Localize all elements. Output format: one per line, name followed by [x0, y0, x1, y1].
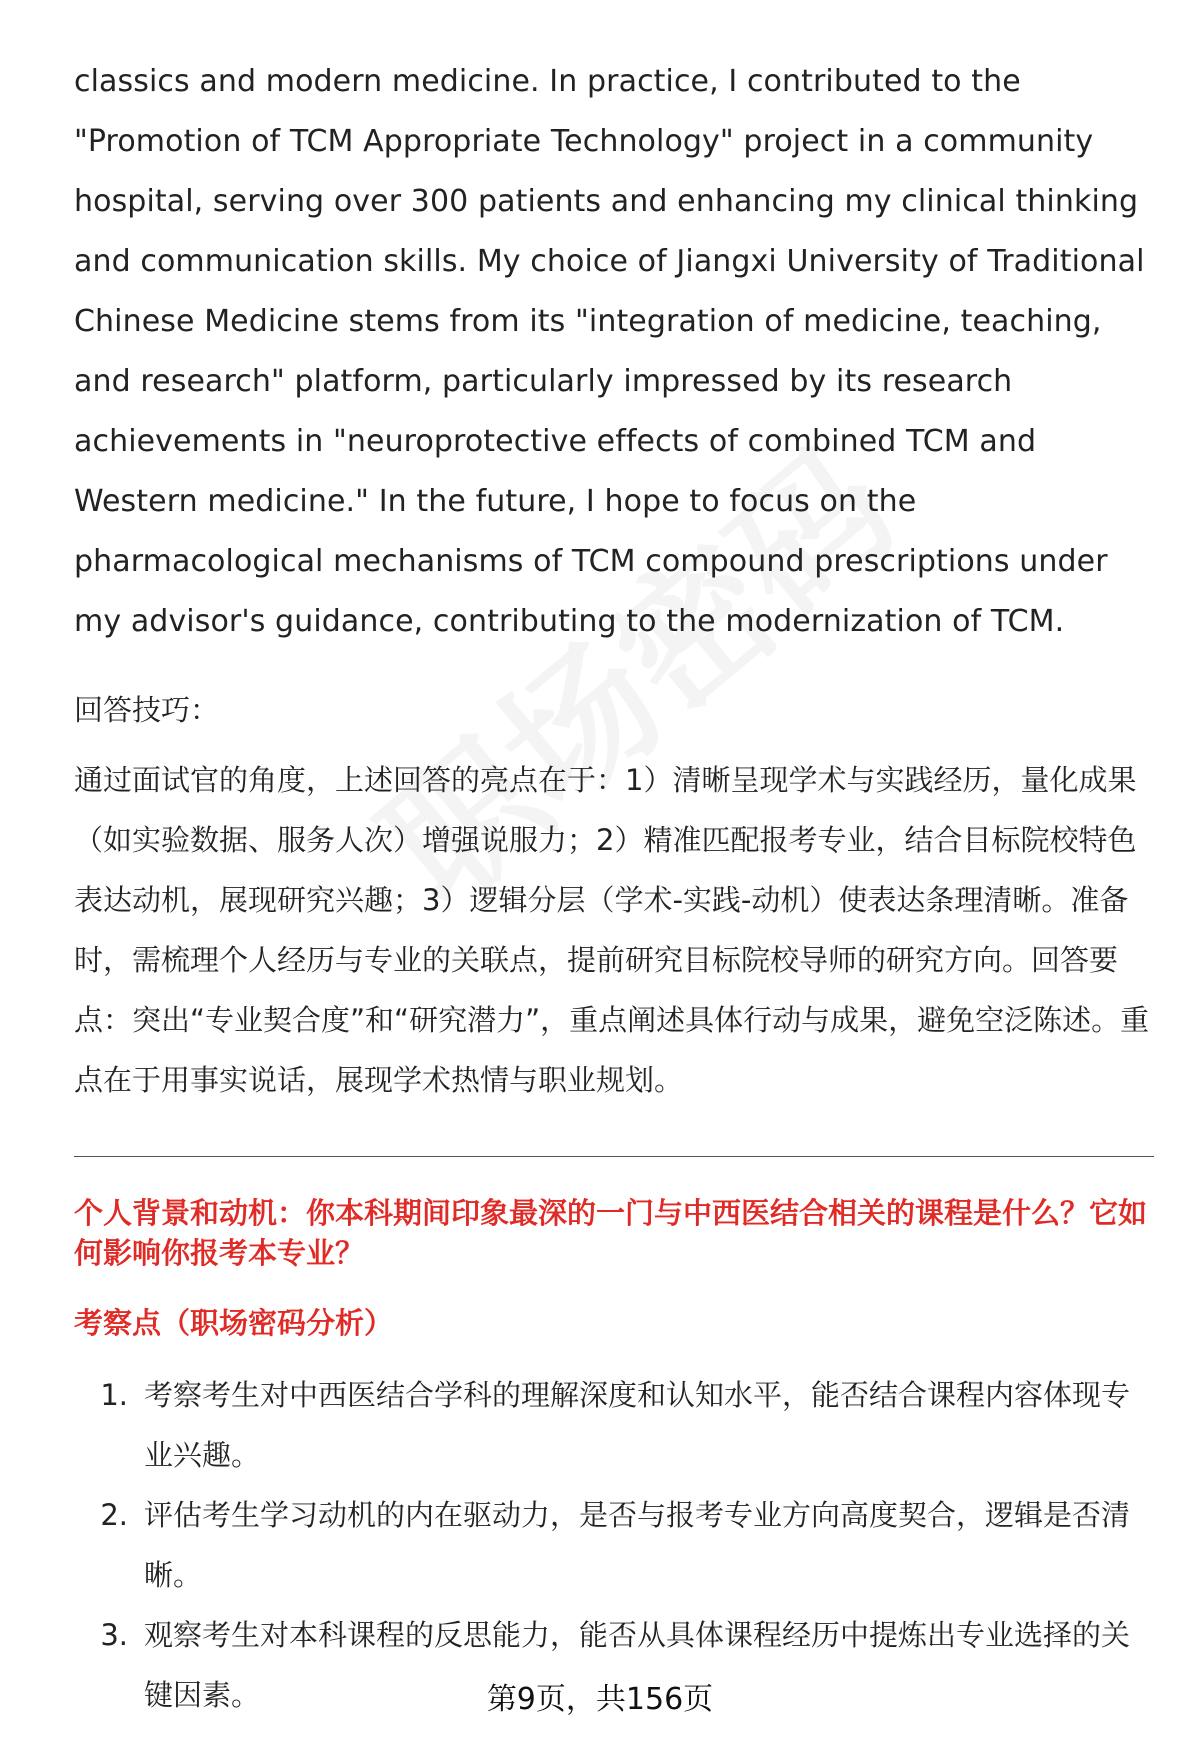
question-heading: 个人背景和动机：你本科期间印象最深的一门与中西医结合相关的课程是什么？它如何影响你报考本专业？: [74, 1196, 1148, 1270]
list-item-text: 考察考生对中西医结合学科的理解深度和认知水平，能否结合课程内容体现专业兴趣。: [144, 1378, 1131, 1472]
section-divider: [74, 1156, 1154, 1157]
list-item-number: 1.: [100, 1378, 128, 1412]
document-page: [74, 52, 1154, 1725]
tips-body: 通过面试官的角度，上述回答的亮点在于：1）清晰呈现学术与实践经历，量化成果（如实验数据、服务人次）增强说服力；2）精准匹配报考专业，结合目标院校特色表达动机，展现研究兴趣；3）逻辑分层（学术-实践-动机）使表达条理清晰。准备时，需梳理个人经历与专业的关联点，提前研究目标院校导师的研究方向。回答要点：突出“专业契合度”和“研究潜力”，重点阐述具体行动与成果，避免空泛陈述。重点在于用事实说话，展现学术热情与职业规划。: [74, 763, 1150, 1097]
list-item-text: 评估考生学习动机的内在驱动力，是否与报考专业方向高度契合，逻辑是否清晰。: [144, 1498, 1131, 1592]
analysis-points-list: [74, 1365, 1154, 1725]
list-item-text: 观察考生对本科课程的反思能力，能否从具体课程经历中提炼出专业选择的关键因素。: [144, 1618, 1131, 1712]
tips-label: 回答技巧：: [74, 693, 220, 727]
list-item-number: 3.: [100, 1618, 128, 1652]
intro-paragraph: classics and modern medicine. In practice, I contributed to the "Promotion of TCM Appropriate Technology" project in a community hospital, serving over 300 patients and enhancing my clinical thinking and communication skills. My choice of Jiangxi University of Traditional Chinese Medicine stems from its "integration of medicine, teaching, and research" platform, particularly impressed by its research achievements in "neuroprotective effects of combined TCM and Western medicine." In the future, I hope to focus on the pharmacological mechanisms of TCM compound prescriptions under my advisor's guidance, contributing to the modernization of TCM.: [74, 64, 1145, 639]
list-item: [74, 1365, 1154, 1485]
list-item-number: 2.: [100, 1498, 128, 1532]
page-footer: 第9页，共156页: [486, 1682, 714, 1717]
list-item: [74, 1485, 1154, 1605]
analysis-title: 考察点（职场密码分析）: [74, 1306, 394, 1340]
